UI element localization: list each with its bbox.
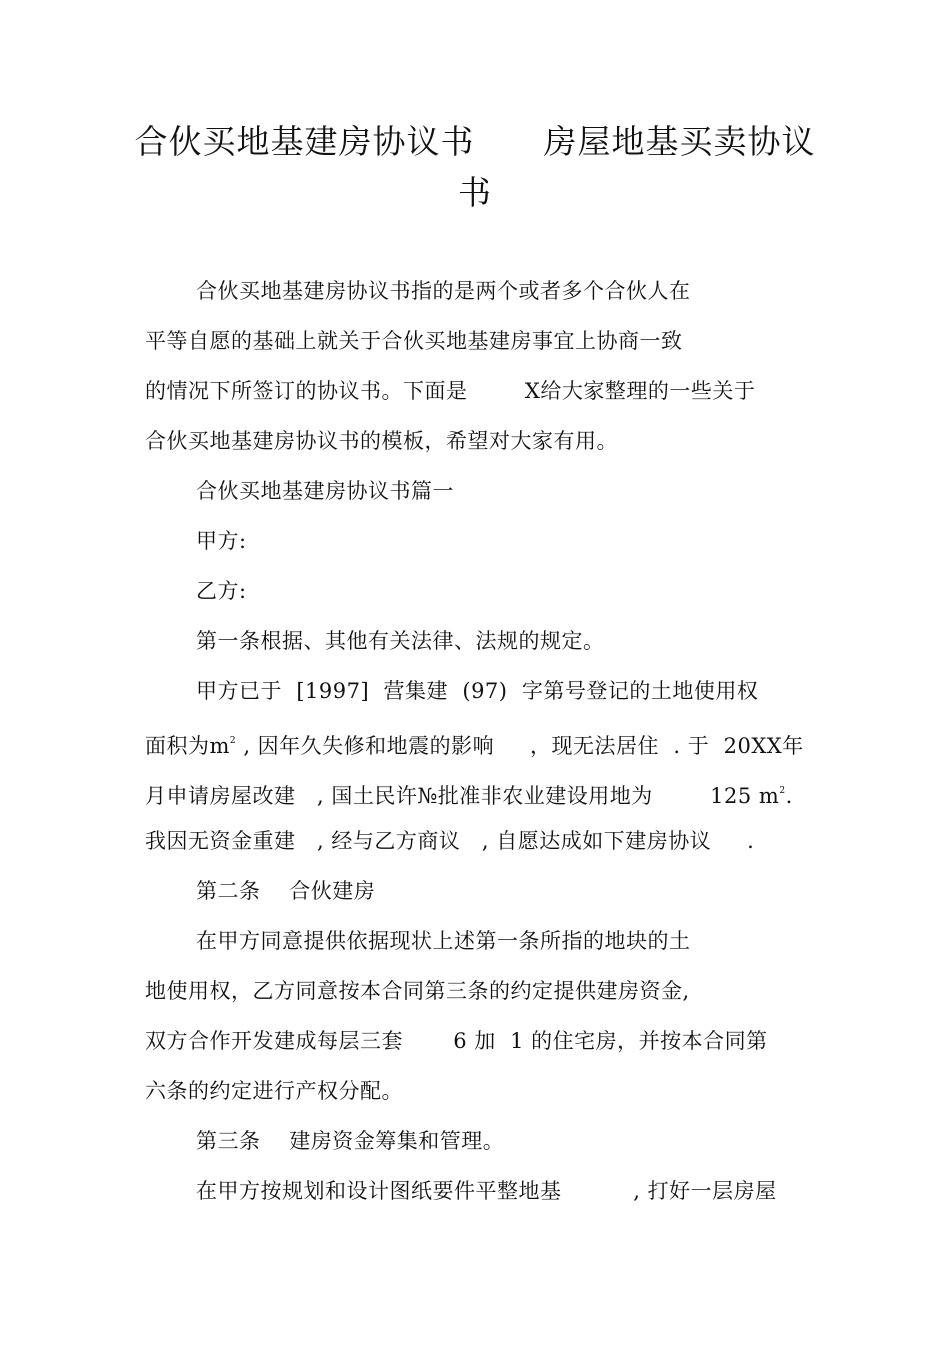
intro-line-3: 的情况下所签订的协议书。下面是 X给大家整理的一些关于 <box>145 379 756 403</box>
intro-line-2: 平等自愿的基础上就关于合伙买地基建房事宜上协商一致 <box>145 329 683 353</box>
article-1-heading: 第一条根据、其他有关法律、法规的规定。 <box>196 629 605 653</box>
article-1-line-4: 我因无资金重建 , 经与乙方商议 , 自愿达成如下建房协议 . <box>145 829 755 853</box>
superscript-2: 2 <box>779 786 786 796</box>
article-2-heading: 第二条 合伙建房 <box>196 879 376 903</box>
article-1-line-2-text-a: 面积为m <box>145 734 230 758</box>
article-2-line-4: 六条的约定进行产权分配。 <box>145 1079 403 1103</box>
document-title-line-2: 书 <box>458 173 492 212</box>
article-1-line-3 <box>145 778 793 809</box>
party-a-label: 甲方: <box>196 529 247 553</box>
article-3-line-1: 在甲方按规划和设计图纸要件平整地基 , 打好一层房屋 <box>196 1179 777 1203</box>
article-1-line-3-text-a: 月申请房屋改建 , 国土民许№批准非农业建设用地为 125 m <box>145 784 780 808</box>
intro-line-4: 合伙买地基建房协议书的模板，希望对大家有用。 <box>145 429 618 453</box>
article-1-line-3-text-b: . <box>785 784 793 808</box>
article-1-line-2 <box>145 728 804 759</box>
article-1-line-2-text-b: , 因年久失修和地震的影响 ，现无法居住 . 于 20XX年 <box>236 734 804 758</box>
article-2-line-3: 双方合作开发建成每层三套 6 加 1 的住宅房，并按本合同第 <box>145 1029 768 1053</box>
article-2-line-1: 在甲方同意提供依据现状上述第一条所指的地块的土 <box>196 929 691 953</box>
intro-line-1: 合伙买地基建房协议书指的是两个或者多个合伙人在 <box>196 279 691 303</box>
article-2-line-2: 地使用权，乙方同意按本合同第三条的约定提供建房资金, <box>145 979 690 1003</box>
section-heading: 合伙买地基建房协议书篇一 <box>196 479 454 503</box>
article-3-heading: 第三条 建房资金筹集和管理。 <box>196 1129 505 1153</box>
superscript-2: 2 <box>229 736 237 746</box>
document-title-line-1: 合伙买地基建房协议书 房屋地基买卖协议 <box>134 122 816 161</box>
article-1-line-1: 甲方已于 [1997] 营集建 (97) 字第号登记的土地使用权 <box>196 679 759 703</box>
party-b-label: 乙方: <box>196 579 247 603</box>
